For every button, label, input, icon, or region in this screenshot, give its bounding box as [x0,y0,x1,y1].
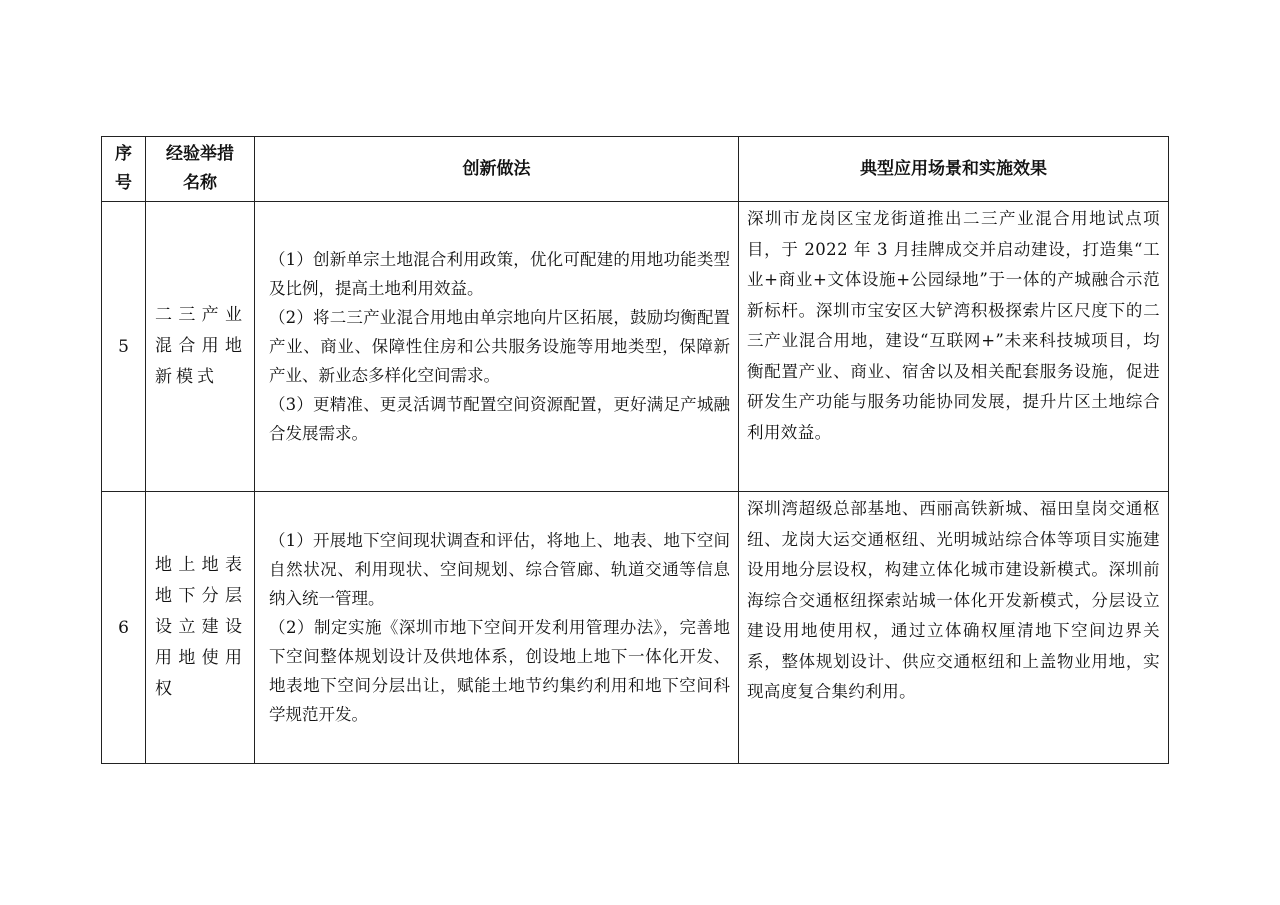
row-method [255,202,739,492]
method-item: （1）开展地下空间现状调查和评估，将地上、地表、地下空间自然状况、利用现状、空间规划、综合管廊、轨道交通等信息纳入统一管理。 [269,531,730,608]
row-seq: 6 [102,492,146,764]
row-seq: 5 [102,202,146,492]
method-item: （2）制定实施《深圳市地下空间开发利用管理办法》，完善地下空间整体规划设计及供地体系，创设地上地下一体化开发、地表地下空间分层出让，赋能土地节约集约利用和地下空间科学规范开发。 [269,618,730,724]
header-name-line1: 经验举措 [166,144,234,164]
header-effect: 典型应用场景和实施效果 [739,137,1169,202]
row-name-text: 二三产业混合用地新模式 [155,305,246,387]
method-item: （1）创新单宗土地混合利用政策，优化可配建的用地功能类型及比例，提高土地利用效益。 [269,250,730,298]
row-method [255,492,739,764]
row-name [146,492,255,764]
method-item: （3）更精准、更灵活调节配置空间资源配置，更好满足产城融合发展需求。 [269,395,730,443]
header-seq [102,137,146,202]
row-name-text: 地上地表地下分层设立建设用地使用权 [155,555,246,699]
header-method: 创新做法 [255,137,739,202]
header-seq-line2: 号 [115,173,132,193]
header-name [146,137,255,202]
row-effect: 深圳市龙岗区宝龙街道推出二三产业混合用地试点项目，于 2022 年 3 月挂牌成交并启动建设，打造集“工业+商业+文体设施+公园绿地”于一体的产城融合示范新标杆。深圳市宝安区大铲湾积极探索片区尺度下的二三产业混合用地，建设“互联网+”未来科技城项目，均衡配置产业、商业、宿舍以及相关配套服务设施，促进研发生产功能与服务功能协同发展，提升片区土地综合利用效益。 [739,202,1169,492]
table-row [102,202,1169,492]
header-seq-line1: 序 [115,144,132,164]
row-name [146,202,255,492]
header-row [102,137,1169,202]
method-item: （2）将二三产业混合用地由单宗地向片区拓展，鼓励均衡配置产业、商业、保障性住房和公共服务设施等用地类型，保障新产业、新业态多样化空间需求。 [269,308,730,385]
header-name-line2: 名称 [183,173,217,193]
measures-table [101,136,1169,764]
row-effect: 深圳湾超级总部基地、西丽高铁新城、福田皇岗交通枢纽、龙岗大运交通枢纽、光明城站综合体等项目实施建设用地分层设权，构建立体化城市建设新模式。深圳前海综合交通枢纽探索站城一体化开发新模式，分层设立建设用地使用权，通过立体确权厘清地下空间边界关系，整体规划设计、供应交通枢纽和上盖物业用地，实现高度复合集约利用。 [739,492,1169,764]
table-row [102,492,1169,764]
